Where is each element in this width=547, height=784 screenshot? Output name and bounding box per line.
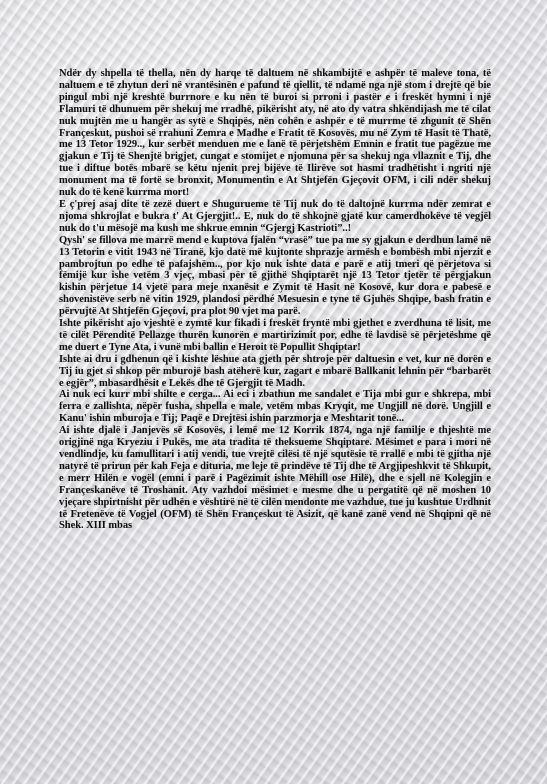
paragraph: Ndër dy shpella të thella, nën dy harqe të daltuem në shkambijtë e ashpër të maleve tona, të naltuem e të zhytun deri në vrantësinën e pafund të qiellit, të ndamë nga një stom i drejtë që bie pingul mbi një kreshtë burrnore e ku nën të buroi si prroni i pastër e i freskët hymni i një Flamuri të dhunuem për shekuj me rradhë, pikërisht aty, në ato dy vatra shkëndijash me të cilat nuk mujtën me u hangër as sytë e Shqipës, nën cohën e ashpër e të murrme të zhgunit të Shën Françeskut, pushoi së rrahuni Zemra e Madhe e Fratit të Kosovës, mu në Zym të Hasit të Thatë, me 13 Tetor 1929.., kur serbët menduen me e lanë të përjetshëm Emnin e fratit tue pagëzue me gjakun e Tij të Shenjtë brigjet, cungat e stomijet e njomuna për sa shekuj nga vllaznit e Tij, dhe tue i diftue botës mbarë se këtu njenit prej bijëve të Ilirëve sot hasmi tradhëtisht i ngriti një monument ma të fortë se bronxit, Monumentin e At Shtjefën Gjeçovit OFM, i cili ndër shekuj nuk do të kenë kurrma mort!	[59, 68, 491, 199]
article-text	[59, 68, 491, 758]
paragraph: Ai nuk eci kurr mbi shilte e cerga... Ai eci i zbathun me sandalet e Tija mbi gur e shkrepa, mbi ferra e zallishta, nëpër fusha, shpella e male, vetëm mbas Kryqit, me Ungjill në dorë. Ungjill e Kanu' ishin mburoja e Tij; Paqë e Drejtësi ishin parzmorja e Meshtarit tonë...	[59, 389, 491, 425]
paragraph: Qysh' se fillova me marrë mend e kuptova fjalën “vrasë” tue pa me sy gjakun e derdhun lamë në 13 Tetorin e vitit 1943 në Tiranë, kjo datë më kujtonte shprazje armësh e bombësh mbi njerzit e pambrojtun po edhe të pafajshëm.., por kjo nuk ishte data e parë e atij tmeri që përjetova si fëmijë kur ishe vetëm 3 vjeç, mbasi për të gjithë Shqiptarët një 13 Tetor tjetër të përgjakun kishin përjetue 14 vjetë para meje nxanësit e Zymit të Hasit në Kosovë, kur dora e pabesë e shovenistëve serb në vitin 1929, plandosi përdhé Mesuesin e tyne të Gjuhës Shqipe, bash fratin e përvujtë At Shtjefën Gjeçovi, pra plot 90 vjet ma parë.	[59, 234, 491, 318]
paragraph: Ishte pikërisht ajo vjeshtë e zymtë kur fikadi i freskët fryntë mbi gjethet e zverdhuna të lisit, me të cilët Përenditë Pellazge thurën kunorën e martirizimit por, edhe të lavdisë së përjetëshme që me duert e Tyne Ata, i vunë mbi ballin e Heroit të Popullit Shqiptar!	[59, 318, 491, 353]
paragraph: Ishte ai dru i gdhenun që i kishte lëshue ata gjeth për shtroje për daltuesin e vet, kur në dorën e Tij iu gjet si shkop për mburojë bash atëherë kur, zagart e mbarë Ballkanit lehnin për “barbarët e egjër”, mbasardhësit e Lekës dhe të Gjergjit të Madh.	[59, 353, 491, 389]
paragraph: E ç'prej asaj dite të zezë duert e Shugurueme të Tij nuk do të daltojnë kurrma ndër zemrat e njoma shkrojlat e bukra t' At Gjergjit!.. E, nuk do të shkojnë gjatë kur camerdhokëve të vegjël nuk do t'u mësojë ma kush me shkrue emnin “Gjergj Kastrioti”..!	[59, 198, 491, 234]
paragraph: Ai ishte djalë i Janjevës së Kosovës, i lemë me 12 Korrik 1874, nga një familje e thjeshtë me origjinë nga Kryeziu i Pukës, me ata tradita të theksueme Shqiptare. Mësimet e para i mori në vendlindje, ku famullitari i atij vendi, tue vrejtë cilësi të një squtësie të rrallë e mbi të gjitha një natyrë të prirun për kah Feja e dituria, me leje të prindëve të Tij dhe të Argjipeshkvit të Shkupit, e merr Hilën e vogël (emni i parë i Pagëzimit ishte Mëhill ose Hilë), dhe e sjell në Kolegjin e Françeskanëve të Troshanit. Aty vazhdoi mësimet e mesme dhe u pergatitë që në moshen 10 vjeçare shpirtnisht për udhën e vështirë në të cilën mendonte me vazhdue, tue ju kushtue Urdhnit të Fretenëve të Vogjel (OFM) të Shën Françeskut të Asizit, që kanë zanë vend në Shqipni që në Shek. XIII mbas	[59, 425, 491, 532]
